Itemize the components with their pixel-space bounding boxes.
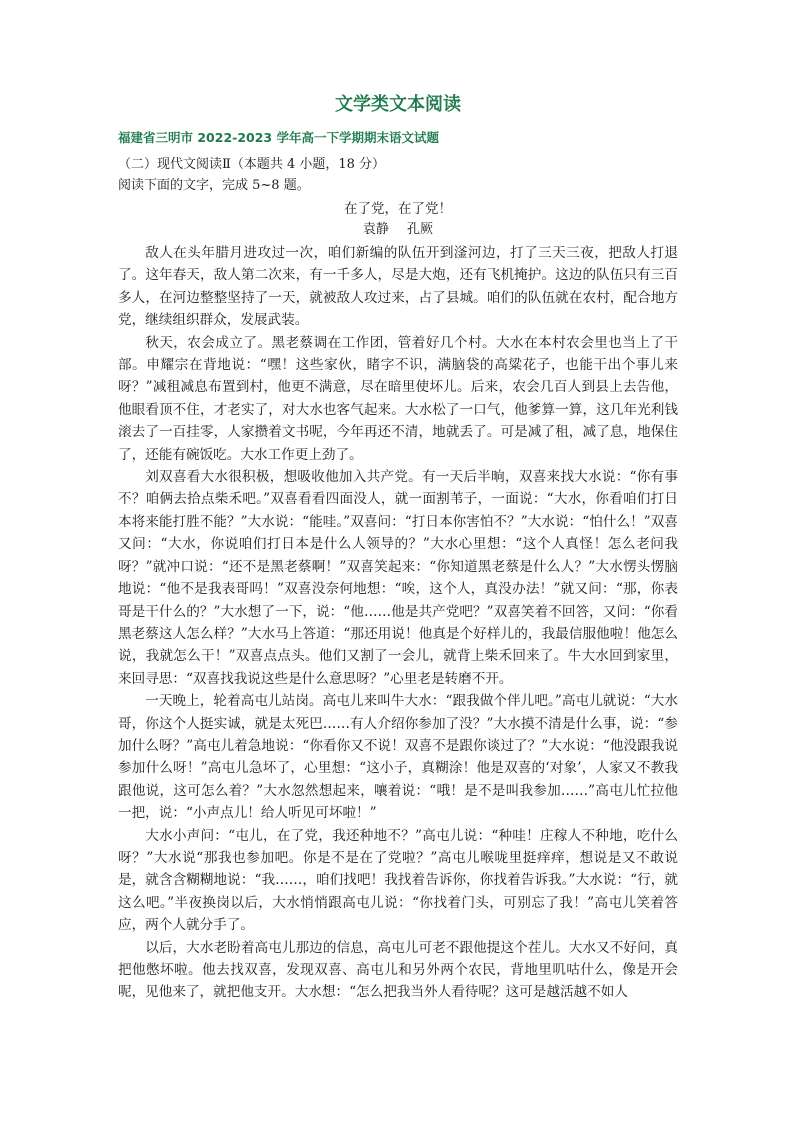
story-paragraph: 刘双喜看大水很积极，想吸收他加入共产党。有一天后半晌，双喜来找大水说：“你有事不？咱俩去拾点柴禾吧。”双喜看看四面没人，就一面割苇子，一面说：“大水，你看咱们打日本将来能打胜不能？”大水说：“能哇。”双喜问：“打日本你害怕不？”大水说：“怕什么！”双喜又问：“大水，你说咱们打日本是什么人领导的？”大水心里想：“这个人真怪！怎么老问我呀？”就冲口说：“还不是黑老蔡啊！”双喜笑起来：“你知道黑老蔡是什么人？”大水愣头愣脑地说：“他不是我表哥吗！”双喜没奈何地想：“唉，这个人，真没办法！”就又问：“那，你表哥是干什么的？”大水想了一下，说：“他……他是共产党吧？”双喜笑着不回答，又问：“你看黑老蔡这人怎么样？”大水马上答道：“那还用说！他真是个好样儿的，我最信服他啦！他怎么说，我就怎么干！”双喜点点头。他们又割了一会儿，就背上柴禾回来了。牛大水回到家里，来回寻思：“双喜找我说这些是什么意思呀？”心里老是转磨不开。 [118, 469, 678, 687]
section-heading: （二）现代文阅读Ⅱ（本题共 4 小题，18 分） [118, 157, 386, 172]
story-paragraph: 以后，大水老盼着高屯儿那边的信息，高屯儿可老不跟他提这个茬儿。大水又不好问，真把他憋坏啦。他去找双喜，发现双喜、高屯儿和另外两个农民，背地里叽咕什么，像是开会呢，见他来了，就把他支开。大水想：“怎么把我当外人看待呢？这可是越活越不如人 [118, 939, 678, 1001]
story-paragraph: 一天晚上，轮着高屯儿站岗。高屯儿来叫牛大水：“跟我做个伴儿吧。”高屯儿就说：“大水哥，你这个人挺实诚，就是太死巴……有人介绍你参加了没？”大水摸不清是什么事，说：“参加什么呀？”高屯儿着急地说：“你看你又不说！双喜不是跟你谈过了？”大水说：“他没跟我说参加什么呀！”高屯儿急坏了，心里想：“这小子，真糊涂！他是双喜的‘对象’，人家又不教我跟他说，这可怎么着？”大水忽然想起来，嚷着说：“哦！是不是叫我参加……”高屯儿忙拉他一把，说：“小声点儿！给人听见可坏啦！” [118, 693, 678, 822]
document-page [118, 92, 678, 1004]
page-title: 文学类文本阅读 [335, 94, 461, 115]
story-paragraph: 敌人在头年腊月进攻过一次，咱们新编的队伍开到滏河边，打了三天三夜，把敌人打退了。这年春天，敌人第二次来，有一千多人，尽是大炮，还有飞机掩护。这边的队伍只有三百多人，在河边整整坚持了一天，就被敌人攻过来，占了县城。咱们的队伍就在农村，配合地方党，继续组织群众，发展武装。 [118, 245, 678, 329]
story-paragraph: 大水小声问：“屯儿，在了党，我还种地不？”高屯儿说：“种哇！庄稼人不种地，吃什么呀？”大水说“那我也参加吧。你是不是在了党啦？”高屯儿喉咙里挺痒痒，想说是又不敢说是，就含含糊糊地说：“我……，咱们找吧！我找着告诉你，你找着告诉我。”大水说：“行，就这么吧。”半夜换岗以后，大水悄悄跟高屯儿说：“你找着门头，可别忘了我！”高屯儿笑着答应，两个人就分手了。 [118, 827, 678, 934]
story-paragraph: 秋天，农会成立了。黑老蔡调在工作团，管着好几个村。大水在本村农会里也当上了干部。申耀宗在背地说：“嘿！这些家伙，睹字不识，满脑袋的高粱花子，也能干出个事儿来呀？”减租减息布置到村，他更不满意，尽在暗里使坏儿。后来，农会几百人到县上去告他，他眼看顶不住，才老实了，对大水也客气起来。大水松了一口气，他爹算一算，这几年光利钱滚去了一百挂零，人家攒着文书呢，今年再还不清，地就丢了。可是减了租，减了息，地保住了，还能有碗饭吃。大水工作更上劲了。 [118, 334, 678, 463]
exam-source: 福建省三明市 2022-2023 学年高一下学期期末语文试题 [118, 130, 439, 145]
story-authors: 袁静 孔厥 [362, 222, 434, 237]
story-title: 在了党，在了党！ [344, 201, 452, 217]
reading-instruction: 阅读下面的文字，完成 5~8 题。 [118, 178, 310, 193]
